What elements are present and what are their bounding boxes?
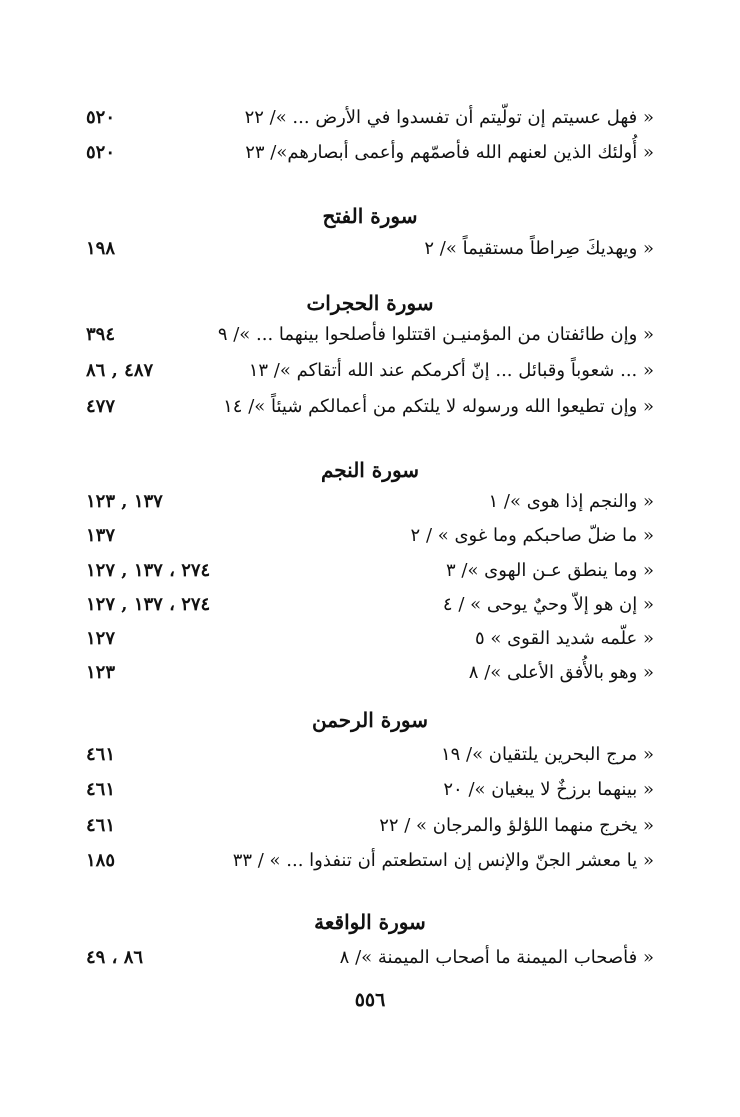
page-references: ٨٦ ، ٤٩ [86,947,144,968]
index-entry [0,233,740,265]
index-entry [0,589,740,621]
verse-reference: « ... شعوباً وقبائل ... إنّ أكرمكم عند الله أتقاكم »/ ١٣ [248,360,654,381]
surah-heading: سورة الرحمن [311,708,429,732]
verse-reference: « يا معشر الجنّ والإنس إن استطعتم أن تنفذوا ... » / ٣٣ [232,850,654,871]
page-number: ٥٥٦ [354,989,386,1011]
page-references: ٢٧٤ ، ١٣٧ , ١٢٧ [86,560,211,581]
index-entry [0,845,740,877]
verse-reference: « يخرج منهما اللؤلؤ والمرجان » / ٢٢ [379,815,654,836]
page-references: ١٩٨ [86,238,116,259]
index-entry [0,486,740,518]
index-entry [0,810,740,842]
index-entry [0,355,740,387]
index-entry [0,319,740,351]
page-references: ٥٢٠ [86,142,116,163]
verse-reference: « علّمه شديد القوى » ٥ [474,628,654,649]
verse-reference: « أُولئك الذين لعنهم الله فأصمّهم وأعمى أبصارهم»/ ٢٣ [245,142,654,163]
page-references: ٥٢٠ [86,107,116,128]
page-references: ١٨٥ [86,850,116,871]
verse-reference: « وإن تطيعوا الله ورسوله لا يلتكم من أعمالكم شيئاً »/ ١٤ [223,396,654,417]
verse-reference: « ويهديكَ صِراطاً مستقيماً »/ ٢ [424,238,654,259]
surah-heading: سورة الواقعة [314,910,426,934]
page-references: ٣٩٤ [86,324,116,345]
page-references: ٤٧٧ [86,396,116,417]
surah-heading: سورة الفتح [322,204,418,228]
verse-reference: « بينهما برزخٌ لا يبغيان »/ ٢٠ [443,779,654,800]
page-references: ٤٦١ [86,744,116,765]
page-references: ٤٨٧ , ٨٦ [86,360,154,381]
page-references: ١٢٣ [86,662,116,683]
page-references: ٤٦١ [86,815,116,836]
surah-heading: سورة النجم [320,458,420,482]
verse-reference: « مرج البحرين يلتقيان »/ ١٩ [440,744,654,765]
page-references: ١٣٧ , ١٢٣ [86,491,163,512]
index-entry [0,942,740,974]
index-entry [0,391,740,423]
index-entry [0,555,740,587]
verse-reference: « فأصحاب الميمنة ما أصحاب الميمنة »/ ٨ [339,947,654,968]
index-entry [0,739,740,771]
index-entry [0,623,740,655]
page-references: ٢٧٤ ، ١٣٧ , ١٢٧ [86,594,211,615]
index-entry [0,774,740,806]
verse-reference: « ما ضلّ صاحبكم وما غوى » / ٢ [410,525,654,546]
page-references: ١٣٧ [86,525,116,546]
verse-reference: « فهل عسيتم إن تولّيتم أن تفسدوا في الأرض ... »/ ٢٢ [244,107,654,128]
index-entry [0,657,740,689]
verse-reference: « إن هو إلاّ وحيٌ يوحى » / ٤ [442,594,654,615]
verse-reference: « وهو بالأُفق الأعلى »/ ٨ [468,662,654,683]
verse-reference: « وإن طائفتان من المؤمنيـن اقتتلوا فأصلحوا بينهما ... »/ ٩ [217,324,654,345]
index-entry [0,137,740,169]
index-entry [0,102,740,134]
verse-reference: « وما ينطق عـن الهوى »/ ٣ [445,560,654,581]
page-references: ١٢٧ [86,628,116,649]
page-references: ٤٦١ [86,779,116,800]
surah-heading: سورة الحجرات [306,291,434,315]
verse-reference: « والنجم إذا هوى »/ ١ [488,491,654,512]
index-entry [0,520,740,552]
